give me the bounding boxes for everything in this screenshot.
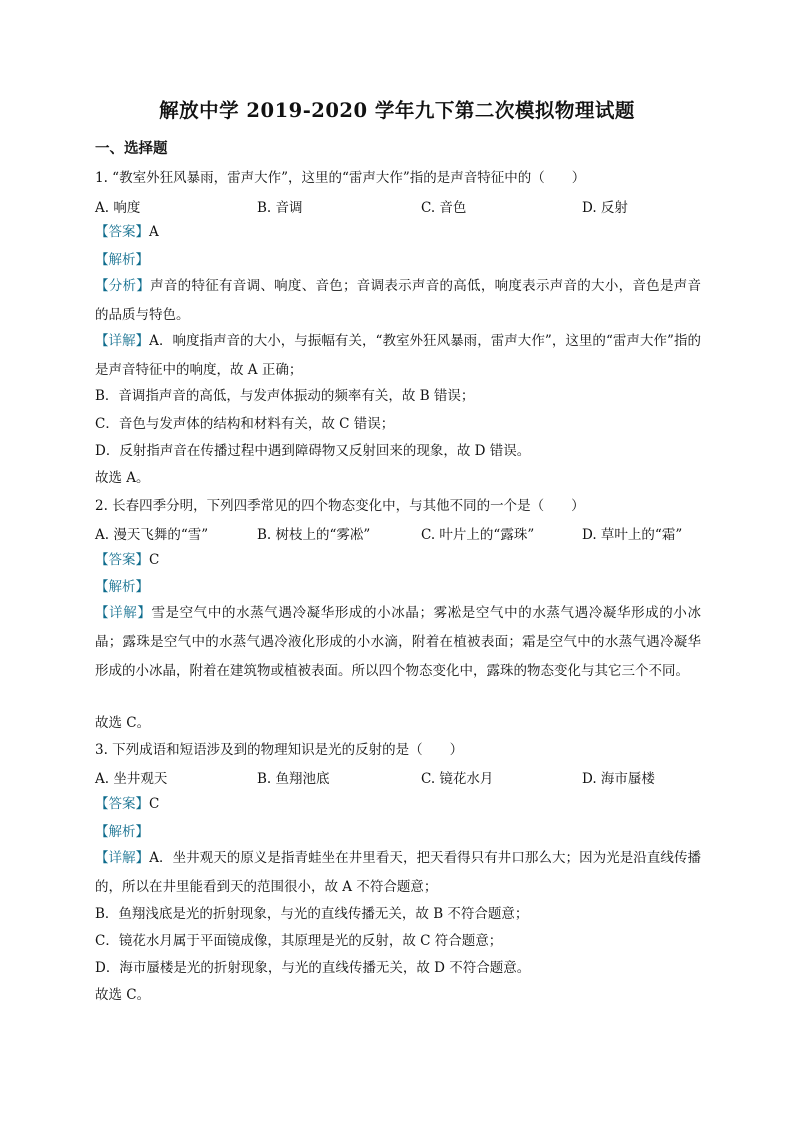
detail-line: B．音调指声音的高低，与发声体振动的频率有关，故 B 错误； <box>95 388 475 404</box>
answer-line-3 <box>95 794 159 814</box>
option-c: C. 叶片上的“露珠” <box>421 527 535 543</box>
question-stem-3: 3. 下列成语和短语涉及到的物理知识是光的反射的是（ ） <box>95 742 464 758</box>
detail-line: C．音色与发声体的结构和材料有关，故 C 错误； <box>95 416 395 432</box>
detail-paragraph-2 <box>95 599 701 686</box>
options-row-2 <box>95 523 715 543</box>
detail-text: A．响度指声音的大小，与振幅有关，“教室外狂风暴雨，雷声大作”，这里的“雷声大作”指的是声音特征中的响度，故 A 正确； <box>95 333 702 378</box>
answer-value: C <box>149 796 160 812</box>
option-a: A. 漫天飞舞的“雪” <box>95 527 209 543</box>
answer-line-1 <box>95 222 159 242</box>
jiexi-tag-2: 【解析】 <box>95 579 149 595</box>
answer-value: C <box>149 552 160 568</box>
page-title: 解放中学 2019-2020 学年九下第二次模拟物理试题 <box>159 99 635 122</box>
option-b: B. 树枝上的“雾凇” <box>257 527 371 543</box>
detail-paragraph-3 <box>95 844 701 902</box>
conclusion-line-1: 故选 A。 <box>95 470 150 486</box>
detail-tag: 【详解】 <box>95 605 152 621</box>
detail-line: D．海市蜃楼是光的折射现象，与光的直线传播无关，故 D 不符合题意。 <box>95 960 531 976</box>
question-stem-1: 1. “教室外狂风暴雨，雷声大作”，这里的“雷声大作”指的是声音特征中的（ ） <box>95 170 586 186</box>
option-a: A. 坐井观天 <box>95 771 168 787</box>
conclusion-line-2: 故选 C。 <box>95 715 151 731</box>
option-b: B. 音调 <box>257 200 303 216</box>
detail-paragraph-1 <box>95 327 701 385</box>
option-b: B. 鱼翔池底 <box>257 771 330 787</box>
analysis-tag: 【分析】 <box>95 278 151 294</box>
answer-tag: 【答案】 <box>95 552 149 568</box>
answer-line-2 <box>95 550 159 570</box>
option-a: A. 响度 <box>95 200 141 216</box>
option-d: D. 反射 <box>582 200 628 216</box>
answer-value: A <box>149 224 159 240</box>
detail-tag: 【详解】 <box>95 850 150 866</box>
detail-tag: 【详解】 <box>95 333 150 349</box>
options-row-1 <box>95 196 715 216</box>
detail-line: B．鱼翔浅底是光的折射现象，与光的直线传播无关，故 B 不符合题意； <box>95 906 529 922</box>
analysis-text: 声音的特征有音调、响度、音色；音调表示声音的高低，响度表示声音的大小，音色是声音的品质与特色。 <box>95 278 702 323</box>
section-heading: 一、选择题 <box>95 140 168 157</box>
option-c: C. 镜花水月 <box>421 771 494 787</box>
detail-line: C．镜花水月属于平面镜成像，其原理是光的反射，故 C 符合题意； <box>95 933 503 949</box>
option-d: D. 海市蜃楼 <box>582 771 655 787</box>
detail-text: 雪是空气中的水蒸气遇冷凝华形成的小冰晶；雾凇是空气中的水蒸气遇冷凝华形成的小冰晶；露珠是空气中的水蒸气遇冷液化形成的小水滴，附着在植被表面；霜是空气中的水蒸气遇冷凝华形成的小冰晶，附着在建筑物或植被表面。所以四个物态变化中，露珠的物态变化与其它三个不同。 <box>95 605 702 679</box>
detail-line: D．反射指声音在传播过程中遇到障碍物又反射回来的现象，故 D 错误。 <box>95 443 531 459</box>
options-row-3 <box>95 767 715 787</box>
option-c: C. 音色 <box>421 200 467 216</box>
jiexi-tag-1: 【解析】 <box>95 252 149 268</box>
question-stem-2: 2. 长春四季分明，下列四季常见的四个物态变化中，与其他不同的一个是（ ） <box>95 498 585 514</box>
option-d: D. 草叶上的“霜” <box>582 527 683 543</box>
jiexi-tag-3: 【解析】 <box>95 824 149 840</box>
conclusion-line-3: 故选 C。 <box>95 987 151 1003</box>
analysis-paragraph-1 <box>95 272 701 330</box>
detail-text: A．坐井观天的原义是指青蛙坐在井里看天，把天看得只有井口那么大；因为光是沿直线传播的，所以在井里能看到天的范围很小，故 A 不符合题意； <box>95 850 702 895</box>
answer-tag: 【答案】 <box>95 796 149 812</box>
answer-tag: 【答案】 <box>95 224 149 240</box>
